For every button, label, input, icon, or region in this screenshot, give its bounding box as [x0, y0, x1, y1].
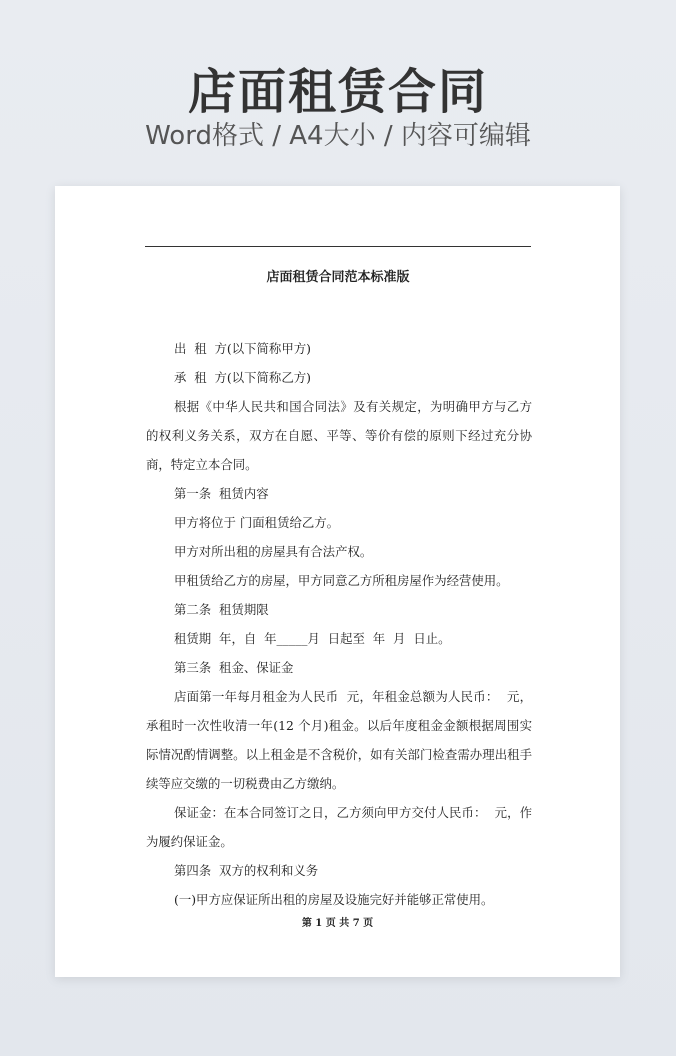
- article-3-deposit-paragraph: 保证金：在本合同签订之日，乙方须向甲方交付人民币： 元，作为履约保证金。: [146, 805, 532, 849]
- banner-subtitle: Word格式 / A4大小 / 内容可编辑: [145, 121, 531, 151]
- banner-title: 店面租赁合同: [187, 64, 488, 120]
- article-1-heading: 第一条 租赁内容: [174, 486, 269, 501]
- article-3-heading: 第三条 租金、保证金: [174, 660, 294, 675]
- preamble-paragraph: 根据《中华人民共和国合同法》及有关规定，为明确甲方与乙方的权利义务关系，双方在自愿、平等、等价有偿的原则下经过充分协商，特定立本合同。: [146, 399, 532, 472]
- document-body: [146, 334, 532, 914]
- article-2-clause-1: 租赁期 年，自 年_____月 日起至 年 月 日止。: [174, 631, 451, 646]
- document-title: 店面租赁合同范本标准版: [266, 270, 410, 285]
- document-page: [55, 186, 620, 977]
- article-2-heading: 第二条 租赁期限: [174, 602, 269, 617]
- article-3-rent-paragraph: 店面第一年每月租金为人民币 元，年租金总额为人民币： 元，承租时一次性收清一年(12 个月)租金。以后年度租金金额根据周围实际情况酌情调整。以上租金是不含税价，如有关部门检查需办理出租手续等应交缴的一切税费由乙方缴纳。: [146, 689, 532, 791]
- article-1-clause-3: 甲租赁给乙方的房屋，甲方同意乙方所租房屋作为经营使用。: [174, 573, 509, 588]
- party-lessee: 承 租 方(以下简称乙方): [174, 370, 311, 385]
- header-rule: [145, 246, 531, 247]
- article-1-clause-1: 甲方将位于 门面租赁给乙方。: [174, 515, 340, 530]
- article-4-clause-1: (一)甲方应保证所出租的房屋及设施完好并能够正常使用。: [174, 892, 494, 907]
- party-lessor: 出 租 方(以下简称甲方): [174, 341, 311, 356]
- page-number: 第 1 页 共 7 页: [301, 918, 374, 929]
- article-1-clause-2: 甲方对所出租的房屋具有合法产权。: [174, 544, 373, 559]
- article-4-heading: 第四条 双方的权利和义务: [174, 863, 319, 878]
